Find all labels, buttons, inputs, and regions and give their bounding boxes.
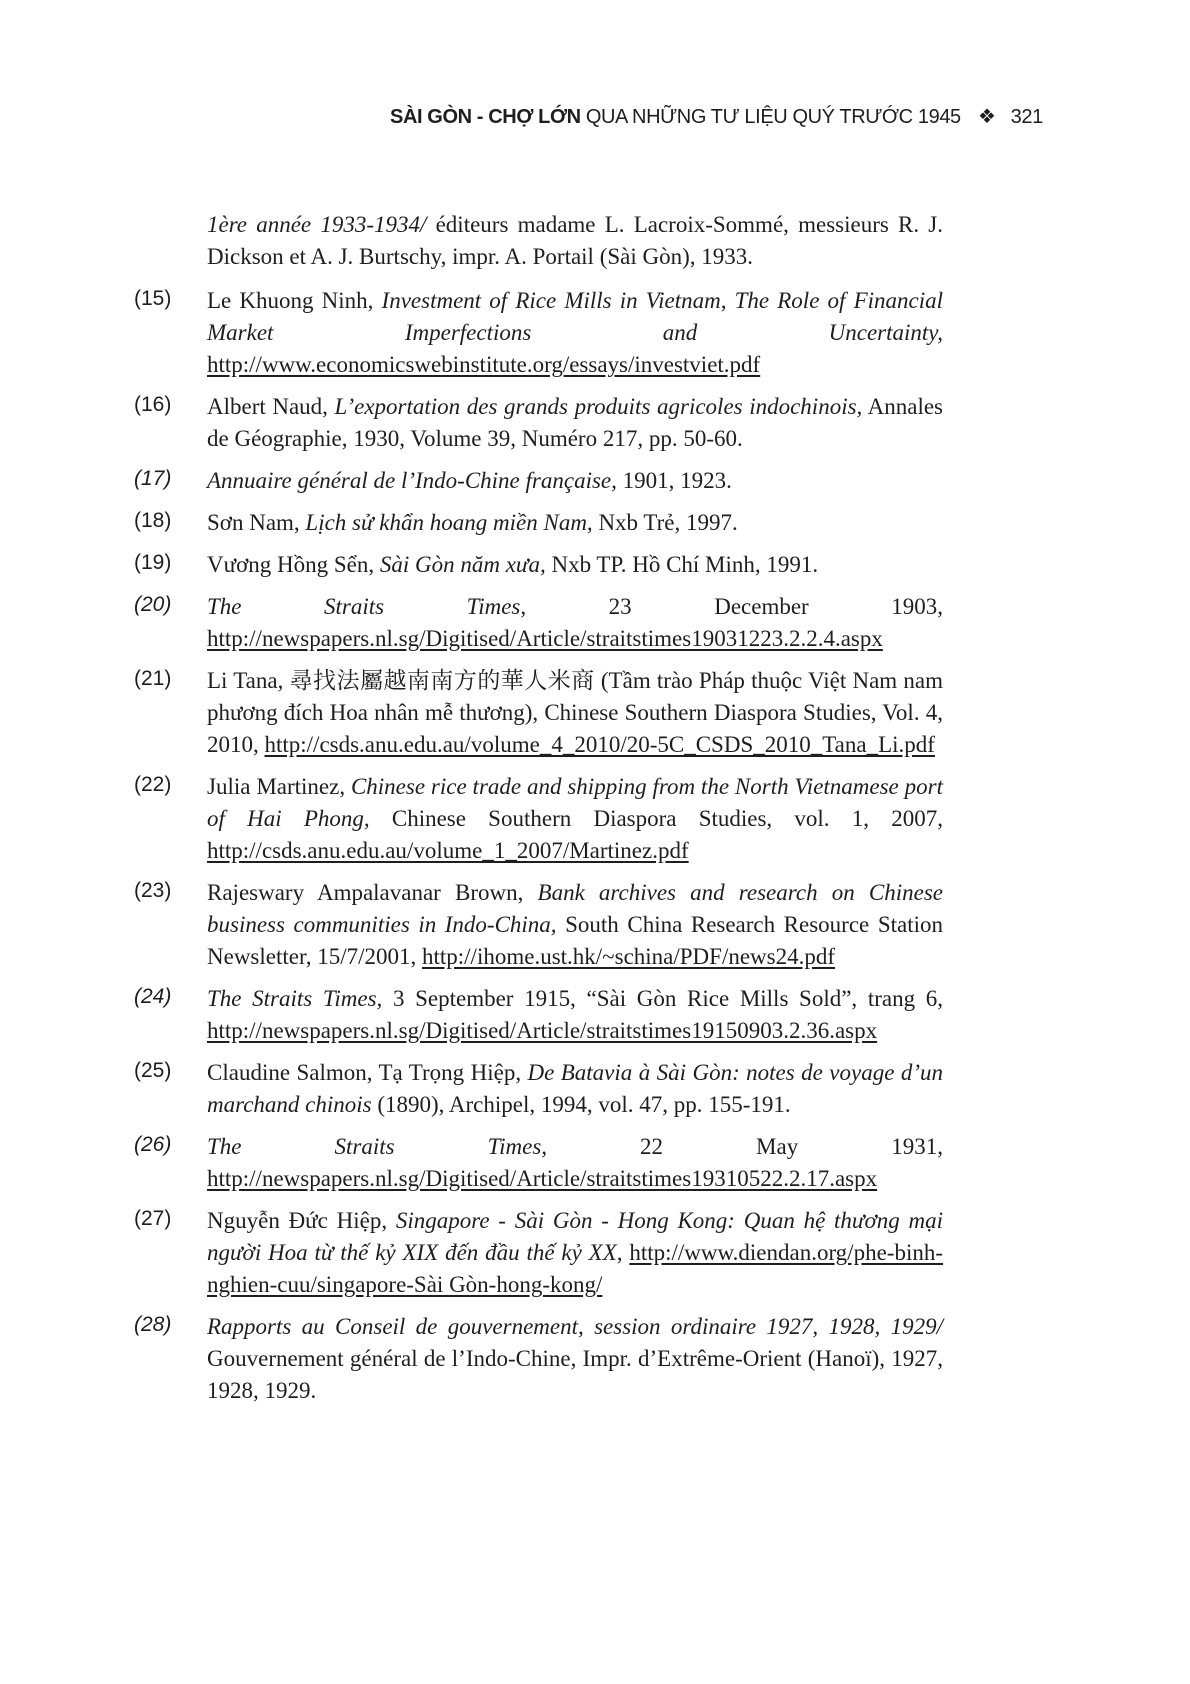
reference-segment: Vương Hồng Sển, (207, 552, 380, 577)
reference-link[interactable]: http://newspapers.nl.sg/Digitised/Article/straitstimes19310522.2.17.aspx (207, 1166, 878, 1191)
reference-segment: éditeurs madame L. Lacroix-Sommé, messieurs R. J. Dickson et A. J. Burtschy, impr. A. Portail (Sài Gòn), 1933. (207, 212, 944, 269)
reference-text (207, 209, 943, 273)
reference-segment: Rajeswary Ampalavanar Brown, (207, 880, 538, 905)
reference-title: Lịch sử khẩn hoang miền Nam, (305, 510, 593, 535)
reference-title: The Straits Times, (207, 594, 527, 619)
reference-item (0, 549, 1190, 581)
header-title: QUA NHỮNG TƯ LIỆU QUÝ TRƯỚC 1945 (585, 106, 961, 128)
reference-text (207, 665, 943, 761)
reference-item (0, 1057, 1190, 1121)
reference-item (0, 591, 1190, 655)
reference-text (207, 877, 943, 973)
reference-text (207, 1131, 943, 1195)
reference-link[interactable]: http://csds.anu.edu.au/volume_1_2007/Martinez.pdf (207, 838, 689, 863)
reference-segment: Nxb TP. Hồ Chí Minh, 1991. (545, 552, 819, 577)
reference-segment: Nguyễn Đức Hiệp, (207, 1208, 396, 1233)
reference-item (0, 1205, 1190, 1301)
reference-item (0, 507, 1190, 539)
reference-text (207, 1311, 943, 1407)
reference-link[interactable]: http://www.economicswebinstitute.org/essays/investviet.pdf (207, 352, 761, 377)
reference-segment: Li Tana, 尋找法屬越南南方的華人米商 (Tầm trào Pháp thuộc Việt Nam nam phương đích Hoa nhân mễ thương), Chinese Southern Diaspora Studies, Vol. 4, 2010, (207, 668, 943, 757)
reference-segment: (1890), Archipel, 1994, vol. 47, pp. 155-191. (371, 1092, 791, 1117)
reference-title: The Straits Times, (207, 986, 383, 1011)
reference-link[interactable]: http://ihome.ust.hk/~schina/PDF/news24.pdf (422, 944, 836, 969)
reference-number: (25) (134, 1059, 172, 1082)
reference-segment: Nxb Trẻ, 1997. (592, 510, 738, 535)
reference-text (207, 771, 943, 867)
reference-segment: Julia Martinez, (207, 774, 351, 799)
reference-segment: Claudine Salmon, Tạ Trọng Hiệp, (207, 1060, 528, 1085)
reference-text (207, 391, 943, 455)
reference-segment: Sơn Nam, (207, 510, 306, 535)
reference-segment: 23 December 1903, (526, 594, 943, 619)
reference-number: (28) (134, 1313, 172, 1336)
reference-link[interactable]: http://csds.anu.edu.au/volume_4_2010/20-5C_CSDS_2010_Tana_Li.pdf (264, 732, 935, 757)
reference-segment: 22 May 1931, (547, 1134, 943, 1159)
reference-text (207, 1205, 943, 1301)
reference-number: (21) (134, 667, 172, 690)
reference-title: De Batavia à Sài Gòn: notes de voyage d’un marchand chinois (207, 1060, 943, 1117)
reference-number: (20) (134, 593, 172, 616)
reference-text (207, 591, 943, 655)
reference-link[interactable]: http://newspapers.nl.sg/Digitised/Article/straitstimes19031223.2.2.4.aspx (207, 626, 883, 651)
reference-number: (26) (134, 1133, 172, 1156)
reference-item (0, 983, 1190, 1047)
reference-item (0, 391, 1190, 455)
reference-number: (15) (134, 287, 172, 310)
reference-title: Annuaire général de l’Indo-Chine française, (207, 468, 617, 493)
reference-continuation (0, 209, 1190, 273)
reference-link[interactable]: http://newspapers.nl.sg/Digitised/Article/straitstimes19150903.2.36.aspx (207, 1018, 878, 1043)
reference-list (0, 209, 1190, 1417)
reference-number: (24) (134, 985, 172, 1008)
reference-item (0, 1131, 1190, 1195)
reference-title: Sài Gòn năm xưa, (379, 552, 546, 577)
reference-number: (22) (134, 773, 172, 796)
running-header (390, 104, 1043, 140)
reference-segment: Le Khuong Ninh, (207, 288, 382, 313)
page-number: 321 (1010, 106, 1043, 128)
reference-text (207, 285, 943, 381)
reference-item (0, 665, 1190, 761)
reference-text (207, 549, 943, 581)
reference-segment: 1901, 1923. (616, 468, 732, 493)
reference-segment: South China Research Resource Station Newsletter, 15/7/2001, (207, 912, 943, 969)
reference-item (0, 465, 1190, 497)
reference-title: The Straits Times, (207, 1134, 548, 1159)
reference-text (207, 465, 943, 497)
reference-number: (16) (134, 393, 172, 416)
reference-item (0, 1311, 1190, 1407)
reference-segment: Annales de Géographie, 1930, Volume 39, Numéro 217, pp. 50-60. (207, 394, 944, 451)
reference-title: Singapore - Sài Gòn - Hong Kong: Quan hệ thương mại người Hoa từ thế kỷ XIX đến đầu thế kỷ XX, (207, 1208, 944, 1265)
reference-title: Bank archives and research on Chinese business communities in Indo-China, (207, 880, 943, 937)
reference-number: (17) (134, 467, 172, 490)
ornament-icon: ❖ (977, 106, 996, 128)
reference-item (0, 285, 1190, 381)
reference-number: (19) (134, 551, 172, 574)
reference-text (207, 1057, 943, 1121)
reference-segment: Chinese Southern Diaspora Studies, vol. 1, 2007, (369, 806, 943, 831)
reference-number: (18) (134, 509, 172, 532)
reference-title: Chinese rice trade and shipping from the North Vietnamese port of Hai Phong, (207, 774, 943, 831)
reference-segment: 3 September 1915, “Sài Gòn Rice Mills Sold”, trang 6, (382, 986, 943, 1011)
reference-title: Investment of Rice Mills in Vietnam, The Role of Financial Market Imperfections and Uncertainty, (207, 288, 944, 345)
header-title-bold: SÀI GÒN - CHỢ LỚN (390, 106, 581, 128)
reference-segment: Albert Naud, (207, 394, 335, 419)
reference-text (207, 983, 943, 1047)
reference-link[interactable]: http://www.diendan.org/phe-binh-nghien-cuu/singapore-Sài Gòn-hong-kong/ (207, 1240, 943, 1297)
reference-segment: Gouvernement général de l’Indo-Chine, Impr. d’Extrême-Orient (Hanoï), 1927, 1928, 1929. (207, 1346, 943, 1403)
reference-title: 1ère année 1933-1934/ (207, 212, 427, 237)
reference-title: L’exportation des grands produits agricoles indochinois, (334, 394, 863, 419)
reference-item (0, 771, 1190, 867)
reference-title: Rapports au Conseil de gouvernement, session ordinaire 1927, 1928, 1929/ (207, 1314, 943, 1339)
reference-item (0, 877, 1190, 973)
reference-number: (27) (134, 1207, 172, 1230)
reference-number: (23) (134, 879, 172, 902)
reference-text (207, 507, 943, 539)
